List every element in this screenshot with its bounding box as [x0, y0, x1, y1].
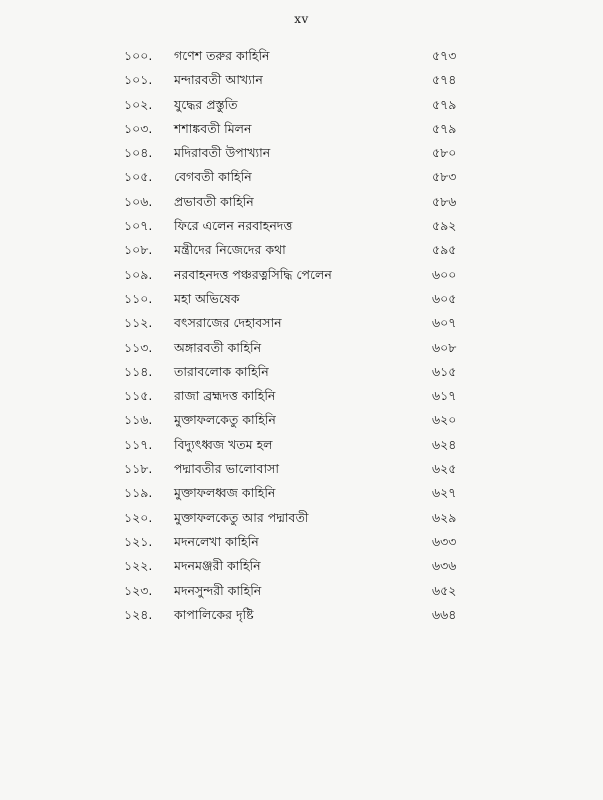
entry-page: ৬০৫ — [432, 290, 457, 306]
entry-title: মন্ত্রীদের নিজেদের কথা — [174, 242, 286, 258]
entry-title: বেগবতী কাহিনি — [174, 169, 252, 185]
entry-page: ৬৫২ — [432, 582, 457, 598]
entry-page: ৬২৯ — [432, 509, 457, 525]
toc-entry — [0, 506, 603, 530]
toc-entry — [0, 336, 603, 360]
entry-number: ১২২. — [124, 558, 153, 574]
entry-page: ৫৭৯ — [432, 96, 457, 112]
toc-entry — [0, 408, 603, 432]
entry-page: ৫৮০ — [432, 145, 457, 161]
entry-title: তারাবলোক কাহিনি — [174, 363, 269, 379]
entry-title: মন্দারবতী আখ্যান — [174, 72, 263, 88]
entry-page: ৬৬৪ — [432, 606, 457, 622]
entry-page: ৫৭৯ — [432, 120, 457, 136]
entry-title: কাপালিকের দৃষ্টি — [174, 606, 254, 622]
entry-title: মদনমঞ্জরী কাহিনি — [174, 558, 261, 574]
entry-title: অঙ্গারবতী কাহিনি — [174, 339, 262, 355]
toc-entry — [0, 481, 603, 505]
entry-title: গণেশ তরুর কাহিনি — [174, 48, 270, 63]
entry-number: ১১৮. — [124, 461, 153, 477]
entry-number: ১২০. — [124, 509, 153, 525]
entry-page: ৬১৫ — [432, 363, 457, 379]
page-number: xv — [294, 12, 309, 26]
entry-title: প্রভাবতী কাহিনি — [174, 193, 254, 209]
entry-number: ১০১. — [124, 72, 153, 88]
entry-page: ৬১৭ — [432, 388, 457, 404]
entry-page: ৫৭৩ — [432, 48, 457, 63]
toc-entry — [0, 141, 603, 165]
entry-number: ১০৩. — [124, 120, 153, 136]
toc-entry — [0, 44, 603, 68]
entry-title: যুদ্ধের প্রস্তুতি — [174, 96, 238, 112]
entry-number: ১১৩. — [124, 339, 153, 355]
toc-entry — [0, 579, 603, 603]
toc-entry — [0, 384, 603, 408]
entry-page: ৫৭৪ — [432, 72, 457, 88]
entry-title: রাজা ব্রহ্মদত্ত কাহিনি — [174, 388, 276, 404]
entry-title: মদিরাবতী উপাখ্যান — [174, 145, 271, 161]
entry-number: ১১৪. — [124, 363, 153, 379]
entry-title: মহা অভিষেক — [174, 290, 240, 306]
toc-entry — [0, 287, 603, 311]
entry-page: ৫৮৩ — [432, 169, 457, 185]
entry-page: ৬২৫ — [432, 461, 457, 477]
toc-entry — [0, 360, 603, 384]
entry-number: ১০৭. — [124, 218, 153, 234]
entry-number: ১১৫. — [124, 388, 153, 404]
entry-number: ১০০. — [124, 48, 153, 63]
entry-number: ১২১. — [124, 533, 153, 549]
entry-page: ৬২০ — [432, 412, 457, 428]
toc-entry — [0, 165, 603, 189]
entry-number: ১০৮. — [124, 242, 153, 258]
entry-title: পদ্মাবতীর ভালোবাসা — [174, 461, 279, 477]
entry-page: ৫৮৬ — [432, 193, 457, 209]
entry-page: ৫৯২ — [432, 218, 457, 234]
entry-page: ৬২৭ — [432, 485, 457, 501]
entry-title: শশাঙ্কবতী মিলন — [174, 120, 252, 136]
entry-page: ৬৩৩ — [432, 533, 457, 549]
toc-entry — [0, 530, 603, 554]
toc-entry — [0, 457, 603, 481]
entry-number: ১১৭. — [124, 436, 153, 452]
toc-entry — [0, 117, 603, 141]
entry-number: ১০৪. — [124, 145, 153, 161]
toc-entry — [0, 311, 603, 335]
entry-page: ৬০৭ — [432, 315, 457, 331]
entry-title: ফিরে এলেন নরবাহনদত্ত — [174, 218, 293, 234]
table-of-contents — [0, 44, 603, 627]
entry-number: ১১৯. — [124, 485, 153, 501]
entry-title: নরবাহনদত্ত পঞ্চরত্নসিদ্ধি পেলেন — [174, 266, 332, 282]
entry-number: ১২৪. — [124, 606, 153, 622]
entry-page: ৬০০ — [432, 266, 457, 282]
entry-page: ৬৩৬ — [432, 558, 457, 574]
entry-title: বৎসরাজের দেহাবসান — [174, 315, 282, 331]
entry-number: ১২৩. — [124, 582, 153, 598]
toc-entry — [0, 554, 603, 578]
entry-number: ১০৫. — [124, 169, 153, 185]
toc-entry — [0, 190, 603, 214]
entry-page: ৬২৪ — [432, 436, 457, 452]
toc-entry — [0, 68, 603, 92]
entry-title: মুক্তাফলকেতু কাহিনি — [174, 412, 276, 428]
entry-title: মুক্তাফলধ্বজ কাহিনি — [174, 485, 276, 501]
toc-entry — [0, 93, 603, 117]
entry-number: ১০৬. — [124, 193, 153, 209]
entry-number: ১০৯. — [124, 266, 153, 282]
entry-number: ১১০. — [124, 290, 153, 306]
entry-number: ১১২. — [124, 315, 153, 331]
toc-entry — [0, 603, 603, 627]
toc-entry — [0, 433, 603, 457]
entry-page: ৫৯৫ — [432, 242, 457, 258]
entry-title: বিদ্যুৎধ্বজ খতম হল — [174, 436, 273, 452]
toc-entry — [0, 214, 603, 238]
entry-title: মুক্তাফলকেতু আর পদ্মাবতী — [174, 509, 309, 525]
entry-number: ১১৬. — [124, 412, 153, 428]
toc-entry — [0, 238, 603, 262]
entry-title: মদনসুন্দরী কাহিনি — [174, 582, 262, 598]
toc-entry — [0, 263, 603, 287]
entry-number: ১০২. — [124, 96, 153, 112]
entry-page: ৬০৮ — [432, 339, 457, 355]
entry-title: মদনলেখা কাহিনি — [174, 533, 259, 549]
